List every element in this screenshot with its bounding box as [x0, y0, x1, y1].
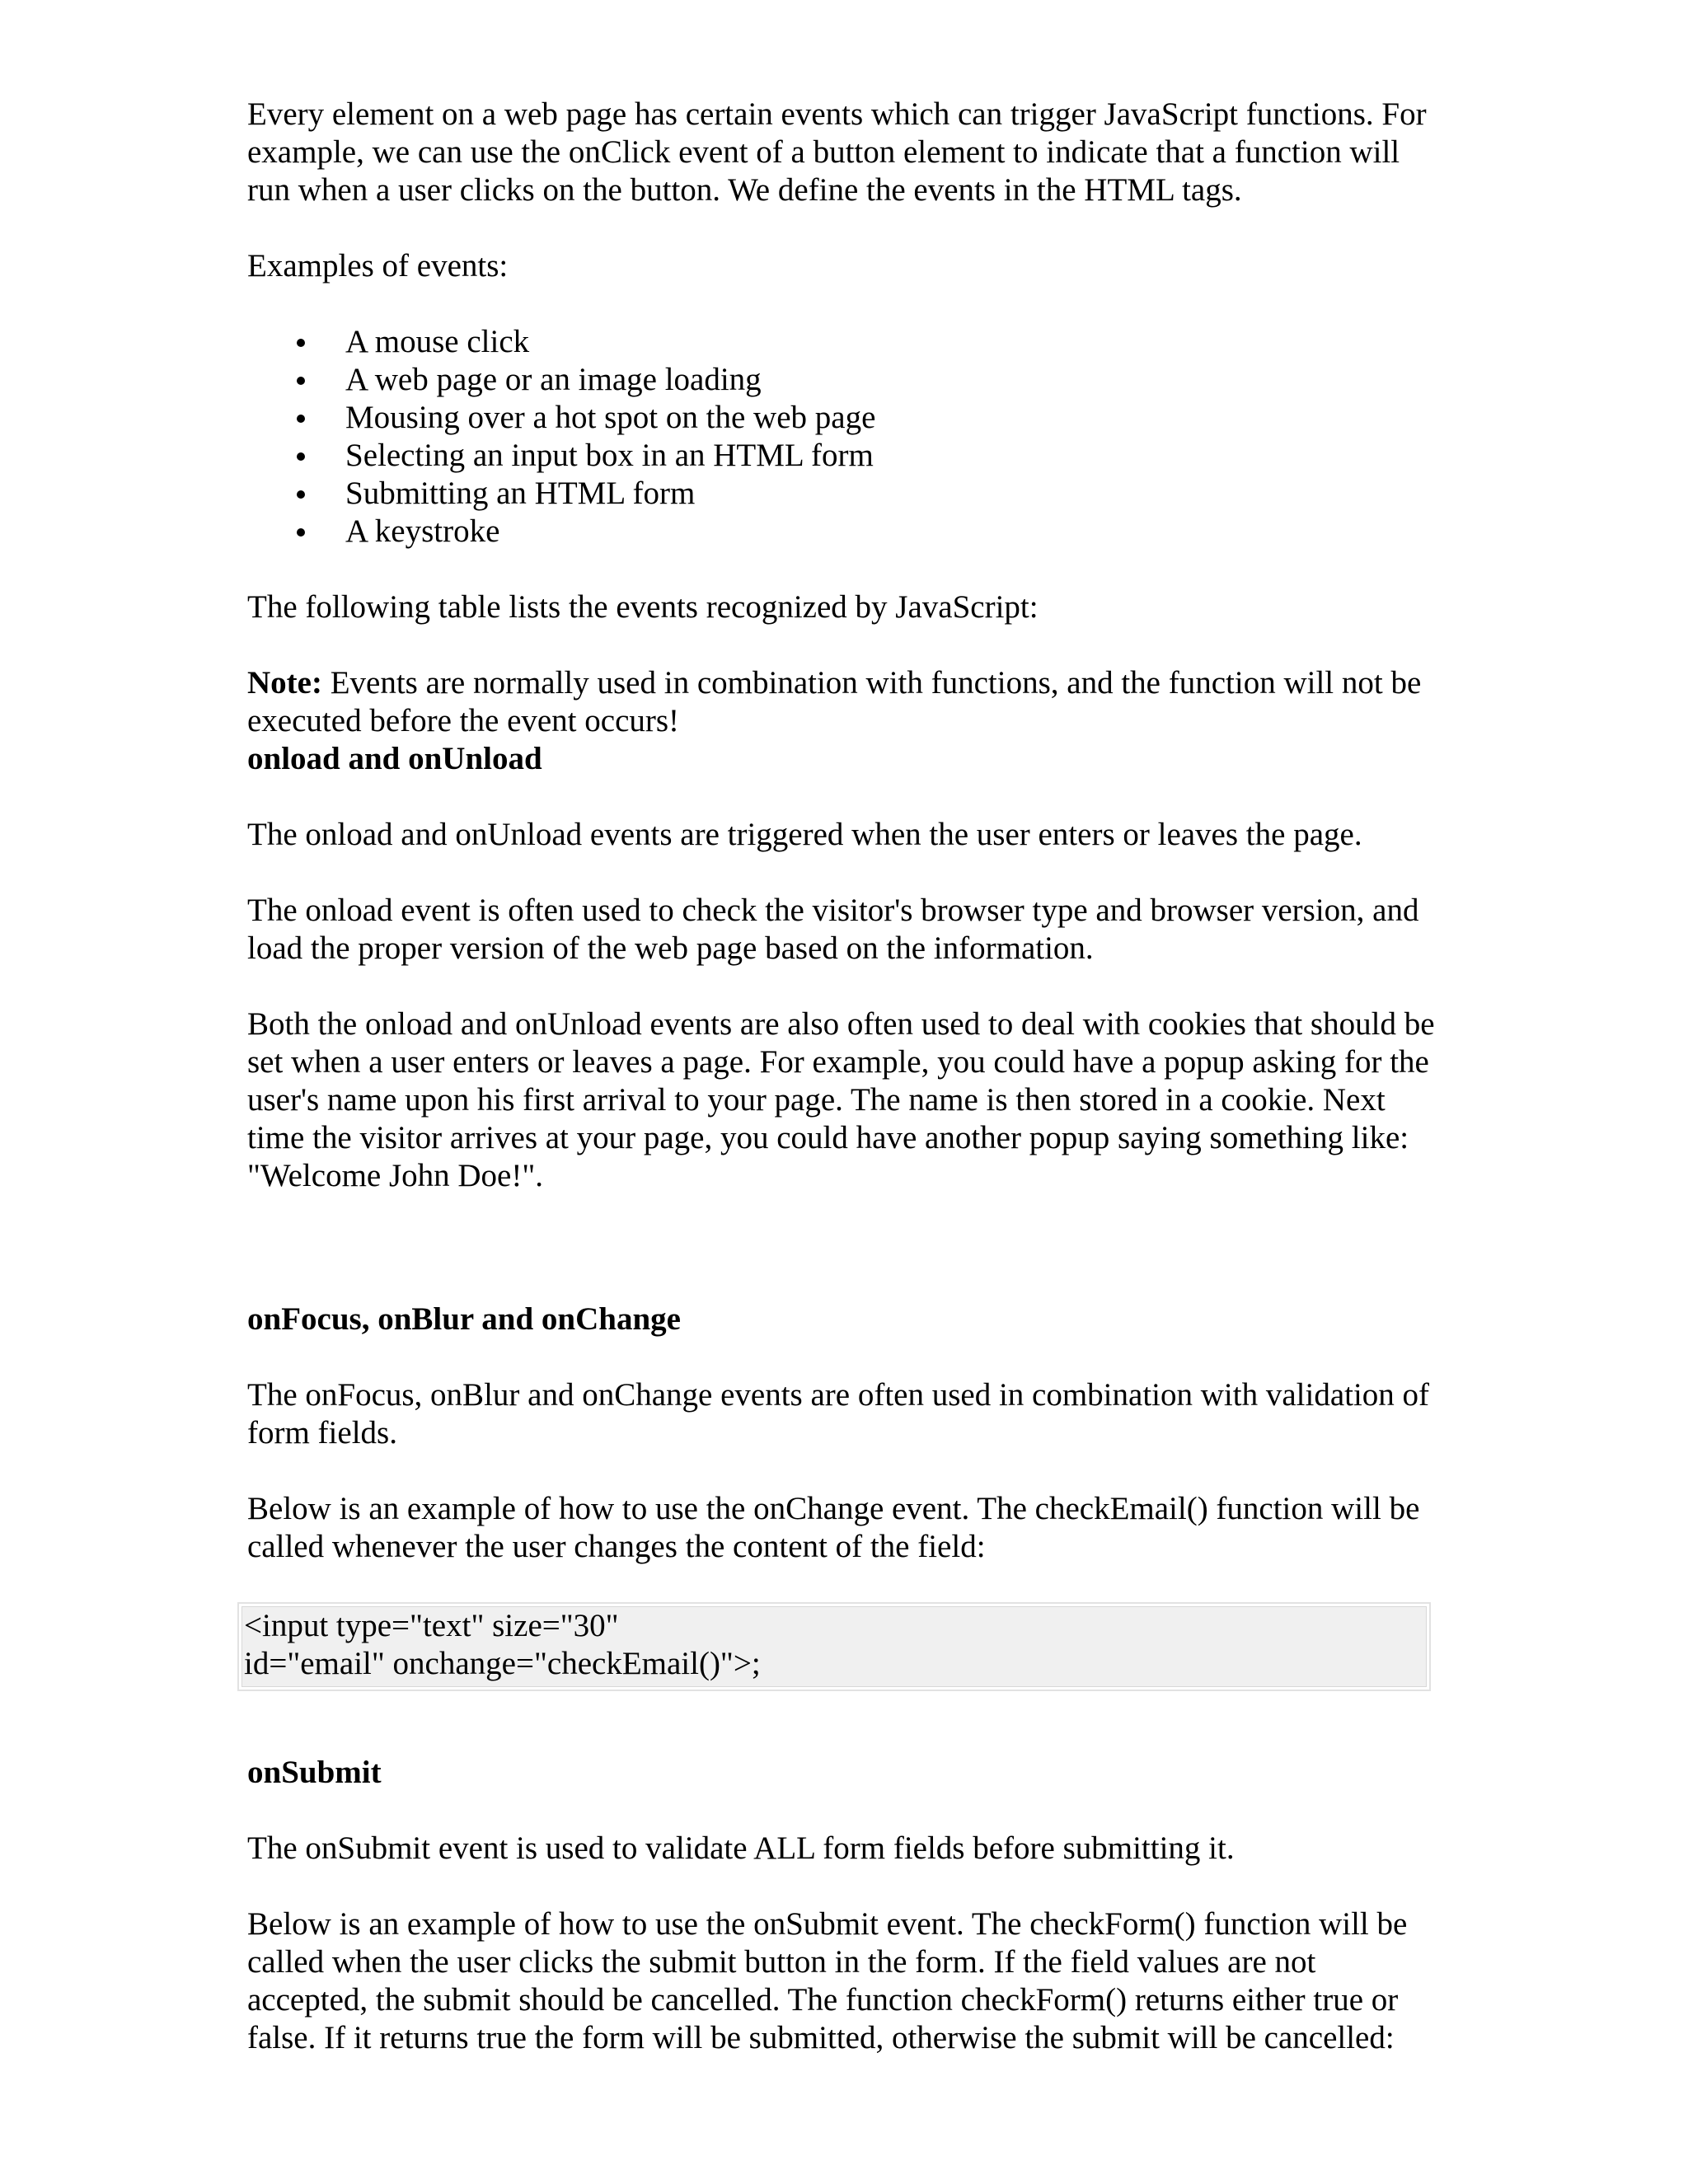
bullet-icon — [297, 415, 305, 423]
list-item: Submitting an HTML form — [247, 475, 1442, 513]
onsubmit-paragraph-1: The onSubmit event is used to validate ALL form fields before submitting it. — [247, 1830, 1235, 1866]
onfocus-paragraph-2: Below is an example of how to use the onChange event. The checkEmail() function will be called whenever the user changes the content of the field: — [247, 1491, 1420, 1564]
intro-paragraph: Every element on a web page has certain events which can trigger JavaScript functions. For example, we can use the onClick event of a button element to indicate that a function will run when a user clicks on the button. We define the events in the HTML tags. — [247, 96, 1427, 208]
onload-paragraph-2: The onload event is often used to check the visitor's browser type and browser version, and load the proper version of the web page based on the information. — [247, 893, 1419, 966]
bullet-icon — [297, 528, 305, 537]
bullet-icon — [297, 452, 305, 461]
onload-paragraph-1: The onload and onUnload events are triggered when the user enters or leaves the page. — [247, 817, 1362, 852]
list-item: Mousing over a hot spot on the web page — [247, 399, 1442, 437]
note-paragraph — [247, 664, 1442, 740]
code-example-box — [237, 1602, 1431, 1691]
examples-title: Examples of events: — [247, 248, 509, 284]
note-label: Note: — [247, 665, 322, 701]
bullet-icon — [297, 490, 305, 499]
section-heading-onload: onload and onUnload — [247, 741, 542, 776]
onfocus-paragraph-1: The onFocus, onBlur and onChange events are often used in combination with validation of form fields. — [247, 1377, 1430, 1451]
onsubmit-paragraph-2: Below is an example of how to use the onSubmit event. The checkForm() function will be called when the user clicks the submit button in the form. If the field values are not accepted, the submit should be cancelled. The function checkForm() returns either true or false. If it returns true the form will be submitted, otherwise the submit will be cancelled: — [247, 1906, 1408, 2055]
code-example: <input type="text" size="30" id="email" onchange="checkEmail()">; — [241, 1606, 1427, 1687]
section-heading-onsubmit: onSubmit — [247, 1755, 382, 1790]
document-page — [247, 96, 1442, 1195]
list-item: A keystroke — [247, 513, 1442, 551]
section-heading-onfocus: onFocus, onBlur and onChange — [247, 1301, 681, 1337]
list-item: A mouse click — [247, 323, 1442, 361]
table-intro-paragraph: The following table lists the events recognized by JavaScript: — [247, 589, 1039, 625]
list-item: A web page or an image loading — [247, 361, 1442, 399]
list-item: Selecting an input box in an HTML form — [247, 437, 1442, 475]
bullet-icon — [297, 339, 305, 347]
examples-list — [247, 323, 1442, 551]
note-text: Events are normally used in combination with functions, and the function will not be executed before the event occurs! — [247, 665, 1422, 738]
bullet-icon — [297, 377, 305, 385]
onload-paragraph-3: Both the onload and onUnload events are also often used to deal with cookies that should be set when a user enters or leaves a page. For example, you could have a popup asking for the user's name upon his first arrival to your page. The name is then stored in a cookie. Next time the visitor arrives at your page, you could have another popup saying something like: "Welcome John Doe!". — [247, 1006, 1435, 1193]
